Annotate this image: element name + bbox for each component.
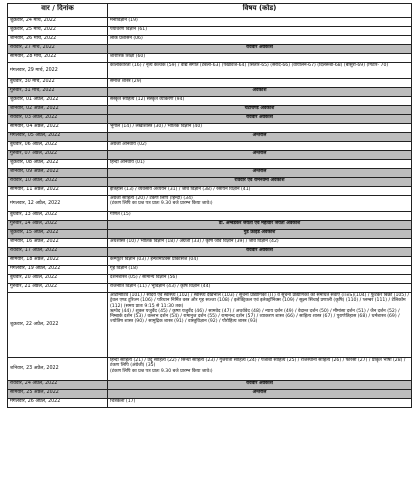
row-date: शनिवार, 16 अप्रैल, 2022 bbox=[8, 239, 108, 248]
row-subject: अन्तराल bbox=[108, 169, 412, 178]
row-subject: कालाकारिता (16) / नृत्य कत्थक (59) / वाद्य संगीत (टेबला-63) (पखावज-64) (सितार-65) (सरोद-66) (वायलिन-67) (दिलरूबा-68) (बांसुरी-69) (गिटार- 70) bbox=[108, 63, 412, 79]
row-subject: गणित (15) bbox=[108, 212, 412, 221]
table-row bbox=[8, 358, 412, 381]
row-subject: अर्थशास्त्र (10) / भौतिक विज्ञान (18) / अंग्रेजी (33) / कृषि जीव विज्ञान (39) / जीव विज्ञान (42) bbox=[108, 239, 412, 248]
table-row bbox=[8, 124, 412, 133]
row-subject: चेटीचण्ड अवकाश bbox=[108, 106, 412, 115]
row-subject: रविवार अवकाश bbox=[108, 381, 412, 390]
row-date: सोमवार, 25 अप्रैल, 2022 bbox=[8, 390, 108, 399]
table-row bbox=[8, 266, 412, 275]
table-row bbox=[8, 399, 412, 408]
row-subject: गृह विज्ञान (18) bbox=[108, 266, 412, 275]
row-subject: मनोविज्ञान (19) bbox=[108, 18, 412, 27]
table-row bbox=[8, 54, 412, 63]
subject-column-header: विषय (कोड) bbox=[108, 4, 412, 18]
table-row bbox=[8, 275, 412, 284]
row-subject: अन्तराल bbox=[108, 390, 412, 399]
row-date: शुक्रवार, 24 मार्च, 2022 bbox=[8, 18, 108, 27]
row-subject: लोक प्रशासन (06) bbox=[108, 36, 412, 45]
table-row bbox=[8, 36, 412, 45]
row-subject: गुड फ्राइडे अवकाश bbox=[108, 230, 412, 239]
row-date: सोमवार, 18 अप्रैल, 2022 bbox=[8, 257, 108, 266]
row-subject: रविवार अवकाश bbox=[108, 248, 412, 257]
row-subject: कम्प्यूटर विज्ञान (03) / इन्फोर्मेटिक्स प्रेक्टिसेज (04) bbox=[108, 257, 412, 266]
row-date: रविवार, 27 मार्च, 2022 bbox=[8, 45, 108, 54]
row-date: सोमवार, 28 मार्च, 2022 bbox=[8, 54, 108, 63]
row-date: सोमवार, 04 अप्रैल, 2022 bbox=[8, 124, 108, 133]
row-subject: अन्तराल bbox=[108, 151, 412, 160]
row-date: बुधवार, 13 अप्रैल, 2022 bbox=[8, 212, 108, 221]
table-row bbox=[8, 239, 412, 248]
table-row bbox=[8, 97, 412, 106]
row-date: मंगलवार, 05 अप्रैल, 2022 bbox=[8, 133, 108, 142]
holiday-row bbox=[8, 106, 412, 115]
row-subject: रविवार अवकाश bbox=[108, 45, 412, 54]
table-row bbox=[8, 212, 412, 221]
row-date: मंगलवार, 26 अप्रैल, 2022 bbox=[8, 399, 108, 408]
row-subject: इतिहास (13) / व्यवसाय अध्ययन (31) / जीव विज्ञान (38) / रसायन विज्ञान (41) bbox=[108, 187, 412, 196]
row-subject: अंग्रेजी अनिवार्य (02) bbox=[108, 142, 412, 151]
table-row bbox=[8, 160, 412, 169]
row-date: शुक्रवार, 01 अप्रैल, 2022 bbox=[8, 97, 108, 106]
exam-schedule-table bbox=[7, 3, 412, 408]
row-subject: अंग्रेजी साहित्य (20) / टंकण लिपि (हिन्दी) (34) (टंकण लिपि का प्रश्न पत्र प्रातः 9.30 बजे प्रारम्भ किया जावे।) bbox=[108, 196, 412, 212]
row-date: गुरुवार, 21 अप्रैल, 2022 bbox=[8, 284, 108, 293]
row-subject: ऑटोमोटिव (101) / सौंदर्य एवं स्वास्थ्य (102) / स्वास्थ्य देखभाल (103) / सूचना प्रौद्योगिकी (IT) व सूचना प्रौद्योगिकी की समर्थित सेवाएं (ITeS)(104) / फुटकर बिक्री (105) / ट्रेवल एण्ड टूरिज्म (106) / परिधान निर्मित वस्त्र और गृह सज्जा (108) / इलेक्ट्रिकल एवं इलेक्ट्रॉनिक्स (109) / सूक्ष्म सिंचाई प्रणाली (कृषि) (110) / प्लम्बर (111) / टेलिकॉम (112) (समय प्रातः 9:15 से 11:30 तक) ऋग्वेद (44) / शुक्ल यजुर्वेद (45) / कृष्ण यजुर्वेद (46) / सामवेद (47) / अथर्ववेद (48) / न्याय दर्शन (49) / वेदान्त दर्शन (50) / मीमांसा दर्शन (51) / जैन दर्शन (52) / निम्बार्क दर्शन (53) / वल्लभ दर्शन (54) / रामानुज दर्शन (55) / रामानन्द दर्शन (57) / व्याकरण शास्त्र (66) / साहित्य शास्त्र (67) / पुराणेतिहास (68) / धर्मशास्त्र (69) / ज्योतिष शास्त्र (90) / सामुद्रिक शास्त्र (91) / वास्तुविज्ञान (92) / पौरोहित्य शास्त्र (93) bbox=[108, 293, 412, 358]
holiday-row bbox=[8, 178, 412, 187]
table-row bbox=[8, 196, 412, 212]
row-subject: रविवार अवकाश bbox=[108, 115, 412, 124]
row-date: शुक्रवार, 25 मार्च, 2022 bbox=[8, 27, 108, 36]
row-date: रविवार, 03 अप्रैल, 2022 bbox=[8, 115, 108, 124]
holiday-row bbox=[8, 115, 412, 124]
row-subject: अन्तराल bbox=[108, 133, 412, 142]
table-row bbox=[8, 284, 412, 293]
row-subject: संस्कृत साहित्य (12) संस्कृत व्याकरण (94) bbox=[108, 97, 412, 106]
row-date: मंगलवार, 12 अप्रैल, 2022 bbox=[8, 196, 108, 212]
holiday-row bbox=[8, 45, 412, 54]
table-row bbox=[8, 79, 412, 88]
row-date: गुरुवार, 07 अप्रैल, 2022 bbox=[8, 151, 108, 160]
holiday-row bbox=[8, 230, 412, 239]
row-date: शनिवार, 02 अप्रैल, 2022 bbox=[8, 106, 108, 115]
holiday-row bbox=[8, 169, 412, 178]
table-row bbox=[8, 187, 412, 196]
table-row bbox=[8, 142, 412, 151]
table-row bbox=[8, 18, 412, 27]
row-subject: अवकाश bbox=[108, 88, 412, 97]
row-subject: पर्यावरण विज्ञान (61) bbox=[108, 27, 412, 36]
row-subject: हिन्दी अनिवार्य (01) bbox=[108, 160, 412, 169]
row-date: शुक्रवार, 08 अप्रैल, 2022 bbox=[8, 160, 108, 169]
row-date: रविवार, 10 अप्रैल, 2022 bbox=[8, 178, 108, 187]
row-subject: रविवार एवं रामनवमी अवकाश bbox=[108, 178, 412, 187]
row-date: गुरुवार, 31 मार्च, 2022 bbox=[8, 88, 108, 97]
row-date: बुधवार, 30 मार्च, 2022 bbox=[8, 79, 108, 88]
holiday-row bbox=[8, 390, 412, 399]
row-date: शनिवार, 23 अप्रैल, 2022 bbox=[8, 358, 108, 381]
row-subject: शारीरिक शिक्षा (60) bbox=[108, 54, 412, 63]
row-subject: दर्शनशास्त्र (05) / सामान्य विज्ञान (56) bbox=[108, 275, 412, 284]
row-subject: भूगोल (14) / लेखाशास्त्र (30) / भौतिक विज्ञान (40) bbox=[108, 124, 412, 133]
table-row bbox=[8, 257, 412, 266]
table-header-row bbox=[8, 4, 412, 18]
holiday-row bbox=[8, 248, 412, 257]
row-date: शुक्रवार, 15 अप्रैल, 2022 bbox=[8, 230, 108, 239]
row-subject: हिन्दी साहित्य (21) / उर्दू साहित्य (22) / सिन्धी साहित्य (23) / गुजराती साहित्य (24) / पंजाबी साहित्य (25) / राजस्थानी साहित्य (26) / फारसी (27) / प्राकृत भाषा (28) / टंकण लिपि (अंग्रेजी) (35) (टंकण लिपि का प्रश्न पत्र प्रातः 9.30 बजे प्रारम्भ किया जावे।) bbox=[108, 358, 412, 381]
row-date: सोमवार, 11 अप्रैल, 2022 bbox=[8, 187, 108, 196]
row-subject: राजनीति विज्ञान (11) / भूविज्ञान (43) / कृषि विज्ञान (44) bbox=[108, 284, 412, 293]
holiday-row bbox=[8, 88, 412, 97]
table-row bbox=[8, 293, 412, 358]
table-row bbox=[8, 63, 412, 79]
row-date: मंगलवार, 29 मार्च, 2022 bbox=[8, 63, 108, 79]
row-date: शुक्रवार, 22 अप्रैल, 2022 bbox=[8, 293, 108, 358]
row-date: रविवार, 17 अप्रैल, 2022 bbox=[8, 248, 108, 257]
row-date: रविवार, 24 अप्रैल, 2022 bbox=[8, 381, 108, 390]
holiday-row bbox=[8, 221, 412, 230]
row-subject: चित्रकला (17) bbox=[108, 399, 412, 408]
row-subject: समाज शास्त्र (29) bbox=[108, 79, 412, 88]
row-date: गुरुवार, 14 अप्रैल, 2022 bbox=[8, 221, 108, 230]
holiday-row bbox=[8, 151, 412, 160]
holiday-row bbox=[8, 133, 412, 142]
row-date: बुधवार, 06 अप्रैल, 2022 bbox=[8, 142, 108, 151]
row-subject: डॉ. अम्बेडकर जयंती एवं महावीर जयंती अवकाश bbox=[108, 221, 412, 230]
row-date: शनिवार, 09 अप्रैल, 2022 bbox=[8, 169, 108, 178]
holiday-row bbox=[8, 381, 412, 390]
schedule-body bbox=[8, 18, 412, 408]
table-row bbox=[8, 27, 412, 36]
row-date: बुधवार, 20 अप्रैल, 2022 bbox=[8, 275, 108, 284]
date-column-header: वार / दिनांक bbox=[8, 4, 108, 18]
row-date: मंगलवार, 19 अप्रैल, 2022 bbox=[8, 266, 108, 275]
row-date: शनिवार, 26 मार्च, 2022 bbox=[8, 36, 108, 45]
